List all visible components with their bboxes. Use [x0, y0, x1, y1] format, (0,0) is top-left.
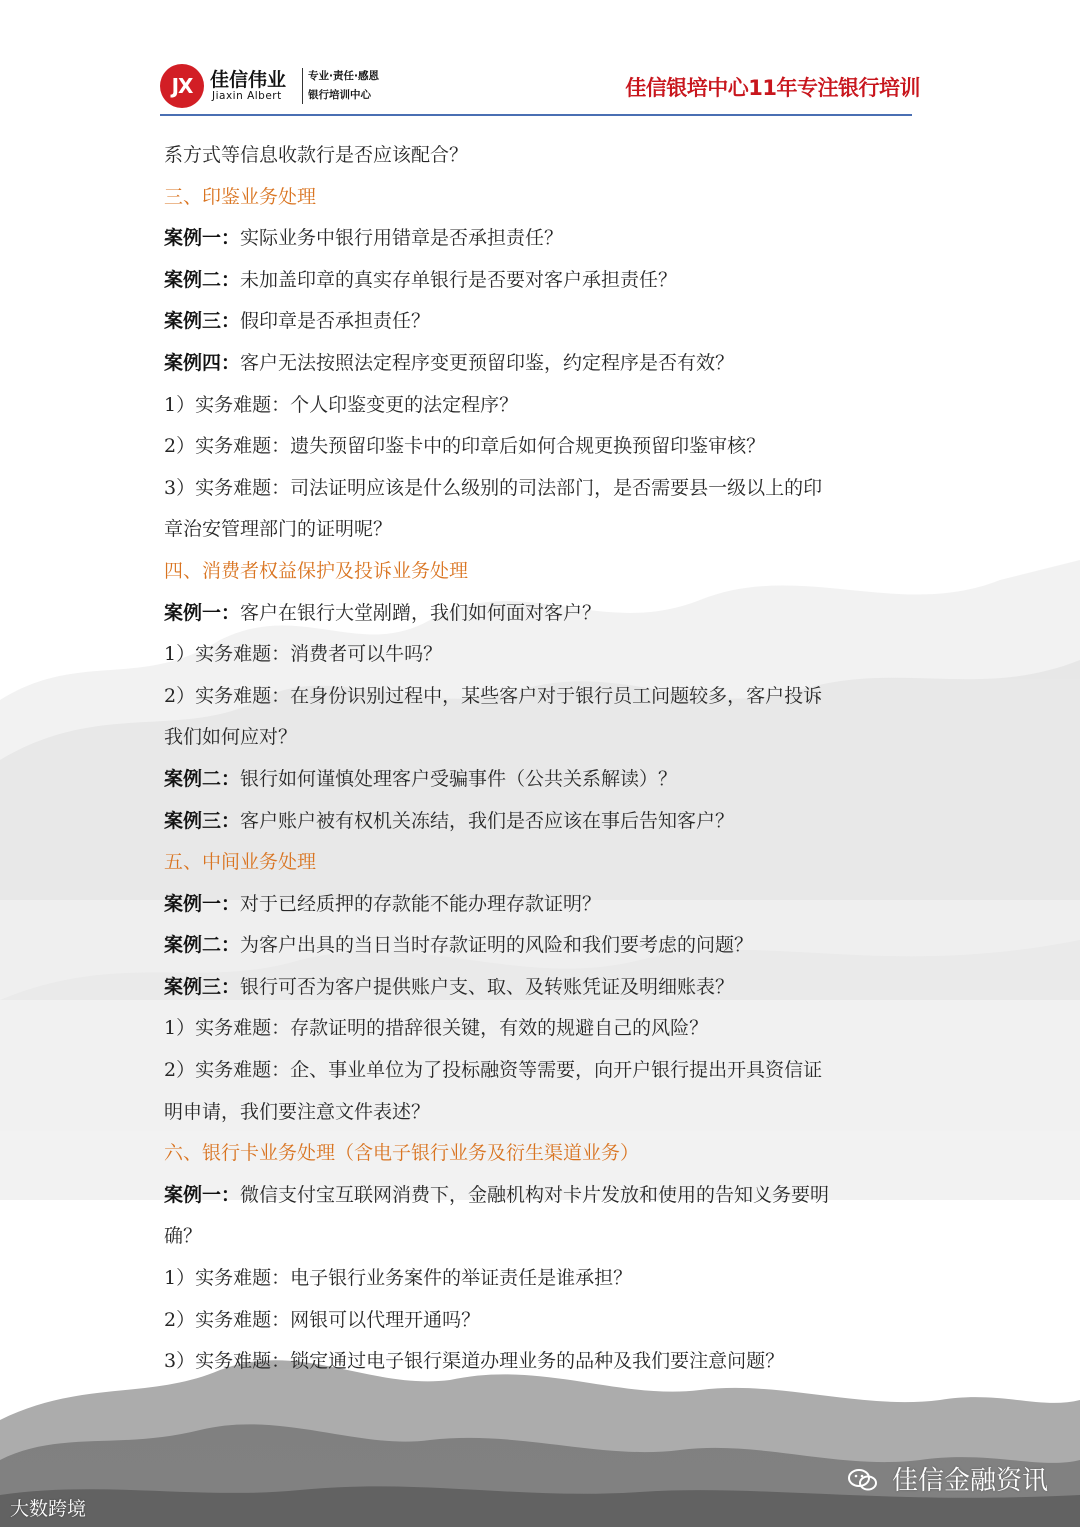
case-label: 案例三： [164, 809, 241, 832]
body-line: 2）实务难题：在身份识别过程中，某些客户对于银行员工问题较多，客户投诉 [164, 684, 823, 707]
body-line: 明申请，我们要注意文件表述？ [164, 1100, 431, 1123]
case-item [164, 801, 920, 843]
case-text: 假印章是否承担责任？ [240, 310, 431, 333]
case-item [164, 759, 920, 801]
case-item [164, 593, 920, 635]
jx-logo-icon: JX [160, 64, 204, 108]
case-text: 未加盖印章的真实存单银行是否要对客户承担责任？ [240, 268, 678, 291]
logo-divider [302, 68, 303, 104]
slogan-line-2: 银行培训中心 [308, 89, 371, 101]
company-name-en: Jiaxin Albert [212, 90, 282, 102]
body-line: 2）实务难题：网银可以代理开通吗？ [164, 1308, 481, 1331]
case-label: 案例一： [164, 227, 241, 250]
header-divider [160, 114, 912, 116]
corner-logo [10, 1494, 86, 1521]
case-item [164, 301, 920, 343]
case-label: 案例三： [164, 310, 241, 333]
case-text: 银行如何谨慎处理客户受骗事件（公共关系解读）？ [240, 767, 678, 790]
case-item [164, 884, 920, 926]
case-text: 客户在银行大堂剐蹭，我们如何面对客户？ [240, 601, 602, 624]
case-text: 实际业务中银行用错章是否承担责任？ [240, 227, 564, 250]
body-line: 3）实务难题：锁定通过电子银行渠道办理业务的品种及我们要注意问题？ [164, 1350, 785, 1373]
body-line: 我们如何应对？ [164, 726, 298, 749]
body-line: 章治安管理部门的证明呢？ [164, 518, 393, 541]
header-title: 佳信银培中心11年专注银行培训 [625, 76, 920, 100]
case-label: 案例二： [164, 934, 241, 957]
case-text: 客户账户被有权机关冻结，我们是否应该在事后告知客户？ [240, 809, 735, 832]
body-line: 1）实务难题：存款证明的措辞很关键，有效的规避自己的风险？ [164, 1017, 709, 1040]
case-text: 对于已经质押的存款能不能办理存款证明？ [240, 892, 602, 915]
body-line: 1）实务难题：个人印鉴变更的法定程序？ [164, 393, 519, 416]
body-line: 1）实务难题：消费者可以牛吗？ [164, 643, 443, 666]
case-label: 案例三： [164, 975, 241, 998]
body-line: 3）实务难题：司法证明应该是什么级别的司法部门，是否需要县一级以上的印 [164, 476, 823, 499]
case-label: 案例二： [164, 268, 241, 291]
case-text: 银行可否为客户提供账户支、取、及转账凭证及明细账表？ [240, 975, 735, 998]
document-body [164, 135, 920, 1383]
body-line: 2）实务难题：企、事业单位为了投标融资等需要，向开户银行提出开具资信证 [164, 1059, 823, 1082]
watermark-text: 佳信金融资讯 [891, 1466, 1048, 1496]
case-label: 案例四： [164, 351, 241, 374]
body-line: 确？ [164, 1225, 203, 1248]
case-text: 客户无法按照法定程序变更预留印鉴，约定程序是否有效？ [240, 351, 735, 374]
case-item [164, 218, 920, 260]
case-item [164, 967, 920, 1009]
case-item [164, 260, 920, 302]
section-heading: 六、银行卡业务处理（含电子银行业务及衍生渠道业务） [164, 1142, 640, 1165]
case-item [164, 1175, 920, 1217]
wechat-watermark [848, 1460, 1048, 1497]
section-heading: 五、中间业务处理 [164, 851, 317, 874]
page-header [160, 62, 920, 114]
corner-logo-text: 大数跨境 [10, 1498, 87, 1520]
body-line: 系方式等信息收款行是否应该配合？ [164, 144, 469, 166]
case-text: 微信支付宝互联网消费下，金融机构对卡片发放和使用的告知义务要明 [240, 1183, 830, 1206]
section-heading: 四、消费者权益保护及投诉业务处理 [164, 559, 469, 582]
body-line: 1）实务难题：电子银行业务案件的举证责任是谁承担？ [164, 1267, 633, 1290]
case-item [164, 343, 920, 385]
wechat-icon [848, 1468, 878, 1492]
case-label: 案例一： [164, 892, 241, 915]
case-label: 案例一： [164, 1183, 241, 1206]
body-line: 2）实务难题：遗失预留印鉴卡中的印章后如何合规更换预留印鉴审核？ [164, 435, 766, 458]
case-text: 为客户出具的当日当时存款证明的风险和我们要考虑的问题？ [240, 934, 754, 957]
case-item [164, 925, 920, 967]
case-label: 案例一： [164, 601, 241, 624]
case-label: 案例二： [164, 767, 241, 790]
section-heading: 三、印鉴业务处理 [164, 185, 317, 208]
slogan-line-1: 专业·责任·感恩 [308, 70, 379, 82]
company-name-cn: 佳信伟业 [210, 69, 287, 91]
